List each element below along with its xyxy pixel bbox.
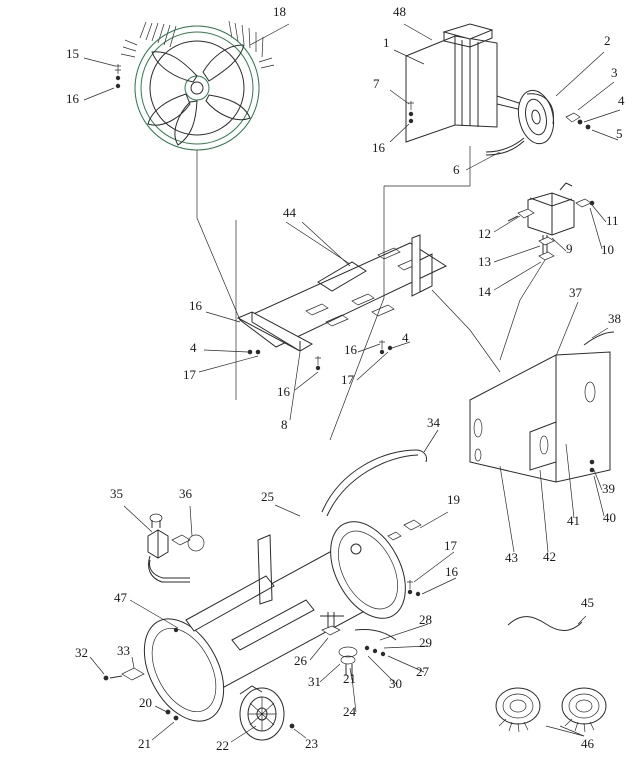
fan-fasteners xyxy=(84,58,121,100)
callout-23: 23 xyxy=(305,736,318,751)
callout-7: 7 xyxy=(373,76,380,91)
callout-9: 9 xyxy=(566,241,573,256)
callout-2: 2 xyxy=(604,33,611,48)
callout-14: 14 xyxy=(478,284,491,299)
motor-assembly xyxy=(390,24,590,155)
coil-right xyxy=(562,688,606,732)
callout-12: 12 xyxy=(478,226,491,241)
callout-25: 25 xyxy=(261,489,274,504)
callout-40: 40 xyxy=(603,510,616,525)
callout-10: 10 xyxy=(601,242,614,257)
callout-17-mid: 17 xyxy=(341,372,354,387)
fan-assembly xyxy=(121,20,274,156)
callout-44: 44 xyxy=(283,205,296,220)
accessory-hoses xyxy=(496,616,606,736)
callout-21-drain: 21 xyxy=(343,671,356,686)
callout-16-base-left: 16 xyxy=(189,298,202,313)
callout-39: 39 xyxy=(602,481,615,496)
callout-19: 19 xyxy=(447,492,460,507)
callout-31: 31 xyxy=(308,674,321,689)
callout-4-base-right: 4 xyxy=(402,330,409,345)
callout-16-base-lower: 16 xyxy=(277,384,290,399)
callout-43: 43 xyxy=(505,550,518,565)
callout-32: 32 xyxy=(75,645,88,660)
callout-26: 26 xyxy=(294,653,307,668)
callout-34: 34 xyxy=(427,415,440,430)
callout-1: 1 xyxy=(383,35,390,50)
callout-6: 6 xyxy=(453,162,460,177)
callout-3: 3 xyxy=(611,65,618,80)
callout-16-fan: 16 xyxy=(66,91,79,106)
callout-36: 36 xyxy=(179,486,192,501)
callout-35: 35 xyxy=(110,486,123,501)
callout-15: 15 xyxy=(66,46,79,61)
callout-47: 47 xyxy=(114,590,127,605)
callout-13: 13 xyxy=(478,254,491,269)
callout-16-motor: 16 xyxy=(372,140,385,155)
callout-17-tank: 17 xyxy=(444,538,457,553)
callout-41: 41 xyxy=(567,513,580,528)
callout-20: 20 xyxy=(139,695,152,710)
callout-5: 5 xyxy=(616,126,623,141)
pressure-switch-assembly xyxy=(494,183,606,290)
callout-4-pulley: 4 xyxy=(618,93,625,108)
callout-45: 45 xyxy=(581,595,594,610)
callout-16-base-mid: 16 xyxy=(344,342,357,357)
callout-27: 27 xyxy=(416,664,429,679)
callout-22: 22 xyxy=(216,738,229,753)
callout-8: 8 xyxy=(281,417,288,432)
callout-46: 46 xyxy=(581,736,594,751)
callout-33: 33 xyxy=(117,643,130,658)
callout-37: 37 xyxy=(569,285,582,300)
callout-29: 29 xyxy=(419,635,432,650)
callout-28: 28 xyxy=(419,612,432,627)
callout-16-tank: 16 xyxy=(445,564,458,579)
callout-21-foot: 21 xyxy=(138,736,151,751)
coil-left xyxy=(496,688,540,732)
belt-guard-assembly xyxy=(470,302,614,552)
callout-17-left: 17 xyxy=(183,367,196,382)
callout-18: 18 xyxy=(273,4,286,19)
callout-24: 24 xyxy=(343,704,356,719)
callout-42: 42 xyxy=(543,549,556,564)
callout-30: 30 xyxy=(389,676,402,691)
callout-4-base-left: 4 xyxy=(190,340,197,355)
callout-48: 48 xyxy=(393,4,406,19)
callout-38: 38 xyxy=(608,311,621,326)
callout-11: 11 xyxy=(606,213,619,228)
